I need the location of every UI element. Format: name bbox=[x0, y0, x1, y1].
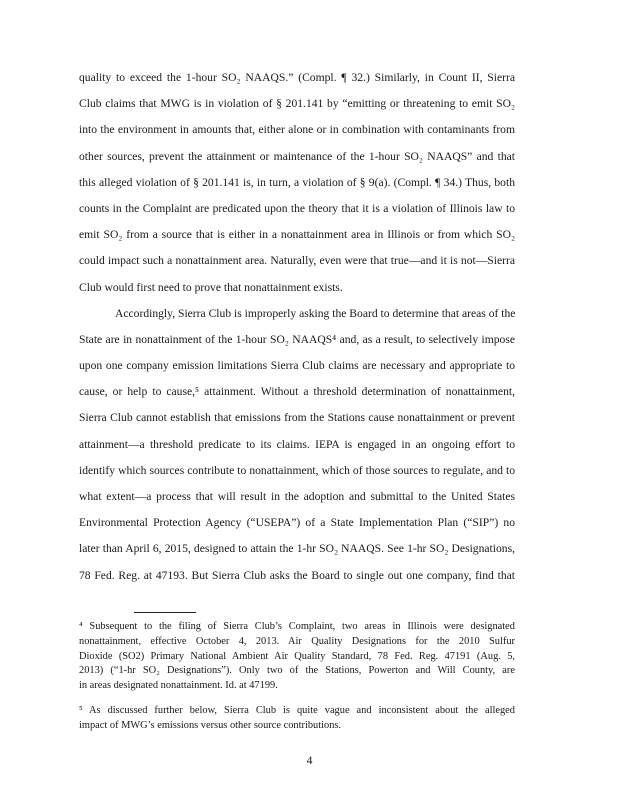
body-line: 78 Fed. Reg. at 47193. But Sierra Club asks the Board to single out one company, find that bbox=[79, 568, 515, 582]
footnote-line: ⁴ Subsequent to the filing of Sierra Club’s Complaint, two areas in Illinois were designated bbox=[79, 621, 515, 632]
body-line: Club claims that MWG is in violation of § 201.141 by “emitting or threatening to emit SO₂ bbox=[79, 97, 515, 111]
body-line: Club would first need to prove that nonattainment exists. bbox=[79, 280, 343, 294]
body-line: upon one company emission limitations Sierra Club claims are necessary and appropriate to bbox=[79, 359, 515, 373]
body-line: into the environment in amounts that, either alone or in combination with contaminants from bbox=[79, 123, 515, 137]
body-line: identify which sources contribute to nonattainment, which of those sources to regulate, and to bbox=[79, 463, 515, 477]
body-line: emit SO₂ from a source that is either in a nonattainment area in Illinois or from which SO₂ bbox=[79, 228, 515, 242]
footnote-line: impact of MWG’s emissions versus other source contributions. bbox=[79, 719, 342, 731]
page-number: 4 bbox=[306, 754, 313, 767]
footnote-line: 2013) (“1-hr SO₂ Designations”). Only two of the Stations, Powerton and Will County, are bbox=[79, 665, 515, 677]
body-line: this alleged violation of § 201.141 is, in turn, a violation of § 9(a). (Compl. ¶ 34.) Thus, both bbox=[79, 175, 515, 189]
footnotes bbox=[79, 620, 515, 734]
footnote-4 bbox=[79, 620, 515, 694]
footnote-line: ⁵ As discussed further below, Sierra Club is quite vague and inconsistent about the alleged bbox=[79, 704, 515, 716]
body-line: attainment—a threshold predicate to its claims. IEPA is engaged in an ongoing effort to bbox=[79, 437, 515, 451]
footnote-line: nonattainment, effective October 4, 2013. Air Quality Designations for the 2010 Sulfur bbox=[79, 635, 515, 647]
footnote-line: Dioxide (SO2) Primary National Ambient Air Quality Standard, 78 Fed. Reg. 47191 (Aug. 5, bbox=[79, 650, 515, 662]
body-line: other sources, prevent the attainment or maintenance of the 1-hour SO₂ NAAQS” and that bbox=[79, 149, 515, 163]
body-line: counts in the Complaint are predicated upon the theory that it is a violation of Illinois law to bbox=[79, 201, 515, 215]
footnote-5 bbox=[79, 704, 515, 734]
body-line: Environmental Protection Agency (“USEPA”) of a State Implementation Plan (“SIP”) no bbox=[79, 516, 515, 530]
body-line: Accordingly, Sierra Club is improperly asking the Board to determine that areas of the bbox=[115, 306, 515, 320]
footnote-line: in areas designated nonattainment. Id. at 47199. bbox=[79, 680, 278, 692]
body-line: what extent—a process that will result in the adoption and submittal to the United States bbox=[79, 490, 515, 503]
body-line: cause, or help to cause,⁵ attainment. Without a threshold determination of nonattainment, bbox=[79, 385, 515, 399]
body-line: quality to exceed the 1-hour SO₂ NAAQS.” (Compl. ¶ 32.) Similarly, in Count II, Sierra bbox=[79, 71, 515, 84]
body-line: State are in nonattainment of the 1-hour SO₂ NAAQS⁴ and, as a result, to selectively impose bbox=[79, 332, 515, 346]
footnote-separator bbox=[134, 612, 196, 613]
body-text bbox=[79, 65, 515, 589]
body-line: Sierra Club cannot establish that emissions from the Stations cause nonattainment or prevent bbox=[79, 411, 515, 425]
body-line: later than April 6, 2015, designed to attain the 1-hr SO₂ NAAQS. See 1-hr SO₂ Designations, bbox=[79, 542, 515, 556]
body-line: could impact such a nonattainment area. Naturally, even were that true—and it is not—Sierra bbox=[79, 254, 515, 268]
